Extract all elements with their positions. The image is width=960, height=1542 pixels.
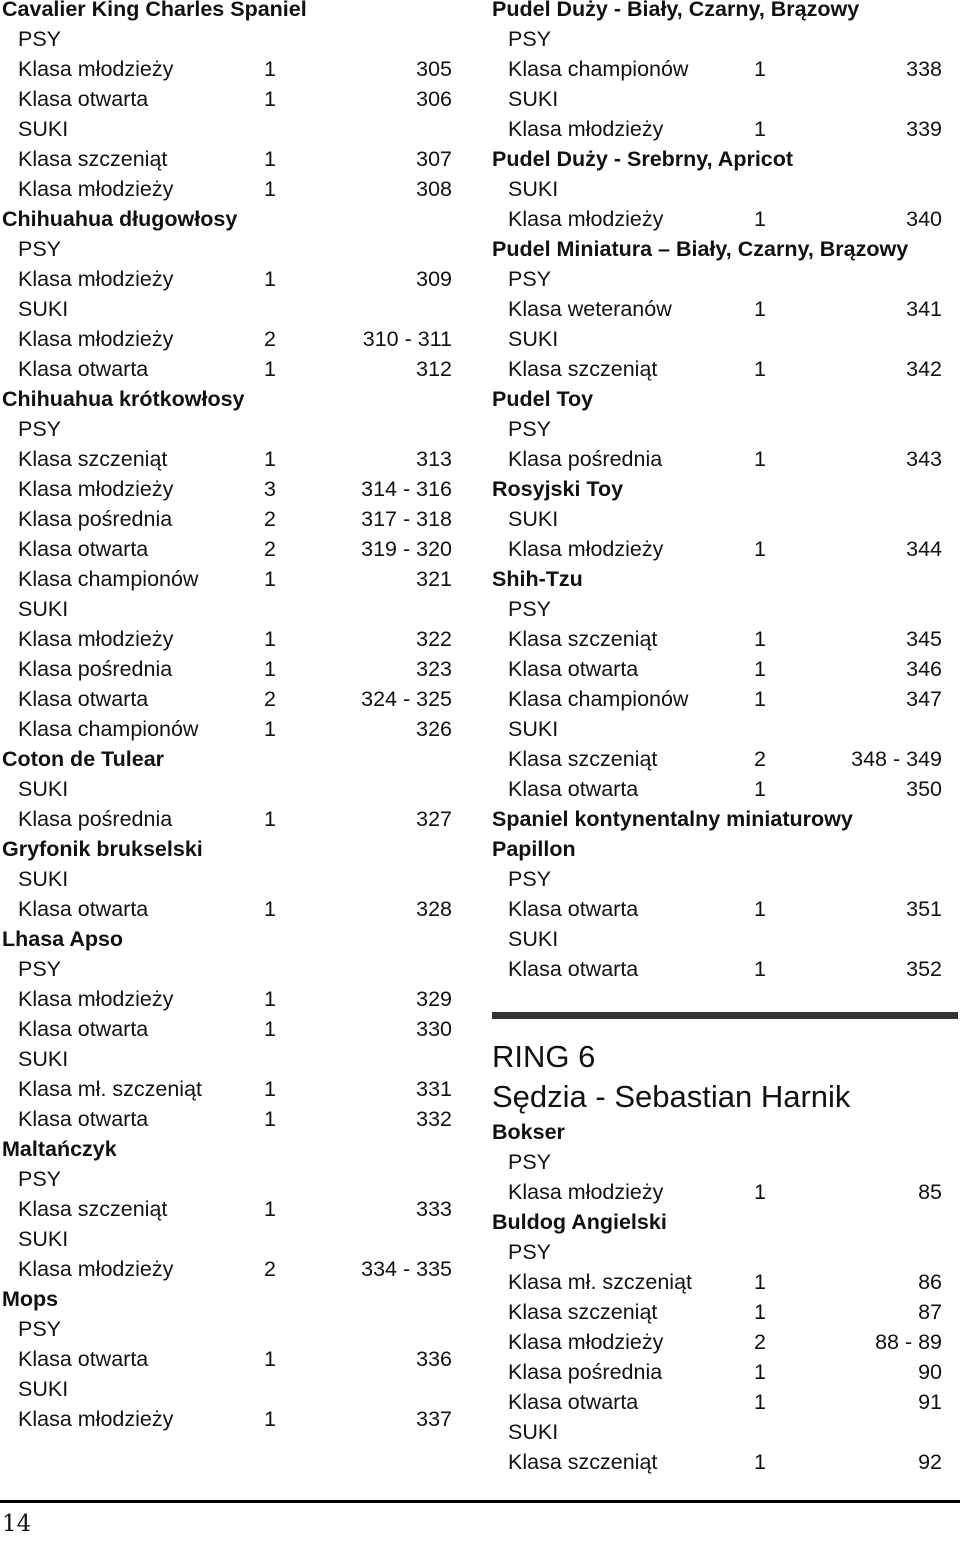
catalog-numbers: 92 [918, 1450, 942, 1474]
entry-row [2, 1404, 454, 1434]
breed-heading: Rosyjski Toy [492, 477, 624, 501]
breed-heading: Pudel Toy [492, 387, 594, 411]
entry-count: 1 [754, 897, 766, 921]
sex-heading: SUKI [508, 507, 559, 531]
entry-row [2, 1014, 454, 1044]
sex-heading: PSY [18, 417, 62, 441]
entry-row [492, 744, 944, 774]
entry-row [492, 1297, 944, 1327]
catalog-numbers: 344 [906, 537, 942, 561]
breed-heading: Chihuahua długowłosy [2, 207, 238, 231]
catalog-numbers: 347 [906, 687, 942, 711]
sex-heading: SUKI [18, 1227, 69, 1251]
entry-count: 1 [264, 177, 276, 201]
catalog-numbers: 352 [906, 957, 942, 981]
sex-heading: PSY [508, 27, 552, 51]
class-name: Klasa otwarta [508, 777, 639, 801]
class-name: Klasa szczeniąt [508, 357, 658, 381]
entry-count: 1 [754, 447, 766, 471]
sex-heading: SUKI [18, 117, 69, 141]
class-name: Klasa młodzieży [18, 267, 174, 291]
catalog-numbers: 337 [416, 1407, 452, 1431]
class-name: Klasa młodzieży [508, 117, 664, 141]
catalog-numbers: 348 - 349 [851, 747, 942, 771]
sex-heading: SUKI [508, 87, 559, 111]
catalog-numbers: 339 [906, 117, 942, 141]
entry-row [2, 894, 454, 924]
entry-row [2, 654, 454, 684]
entry-row [492, 654, 944, 684]
entry-count: 1 [264, 447, 276, 471]
entry-count: 1 [264, 87, 276, 111]
sex-heading: SUKI [18, 867, 69, 891]
entry-count: 2 [754, 747, 766, 771]
class-name: Klasa młodzieży [18, 987, 174, 1011]
entry-row [492, 894, 944, 924]
catalog-numbers: 310 - 311 [362, 327, 452, 351]
class-name: Klasa młodzieży [508, 1330, 664, 1354]
catalog-numbers: 328 [416, 897, 452, 921]
entry-row [2, 1104, 454, 1134]
catalog-numbers: 330 [416, 1017, 452, 1041]
entry-count: 1 [264, 267, 276, 291]
ring-heading: RING 6 [492, 1039, 596, 1074]
catalog-numbers: 319 - 320 [361, 537, 452, 561]
entry-row [2, 444, 454, 474]
breed-heading: Buldog Angielski [492, 1210, 667, 1234]
class-name: Klasa otwarta [18, 537, 149, 561]
entry-count: 2 [754, 1330, 766, 1354]
class-name: Klasa młodzieży [18, 177, 174, 201]
entry-count: 1 [754, 1390, 766, 1414]
entry-row [492, 684, 944, 714]
sex-heading: SUKI [508, 927, 559, 951]
catalog-numbers: 305 [416, 57, 452, 81]
sex-heading: PSY [18, 237, 62, 261]
breed-heading: Pudel Duży - Srebrny, Apricot [492, 147, 794, 171]
entry-count: 1 [264, 147, 276, 171]
entry-count: 1 [264, 1017, 276, 1041]
footer-rule [0, 1500, 960, 1503]
catalog-numbers: 85 [918, 1180, 942, 1204]
class-name: Klasa otwarta [18, 687, 149, 711]
catalog-numbers: 341 [906, 297, 942, 321]
class-name: Klasa pośrednia [508, 447, 663, 471]
class-name: Klasa otwarta [18, 1347, 149, 1371]
entry-count: 1 [264, 987, 276, 1011]
entry-count: 1 [754, 777, 766, 801]
catalog-numbers: 91 [918, 1390, 942, 1414]
entry-count: 1 [264, 627, 276, 651]
entry-count: 1 [754, 1270, 766, 1294]
catalog-numbers: 340 [906, 207, 942, 231]
breed-heading: Spaniel kontynentalny miniaturowy [492, 807, 853, 831]
sex-heading: SUKI [508, 717, 559, 741]
entry-count: 1 [754, 117, 766, 141]
class-name: Klasa otwarta [18, 87, 149, 111]
catalog-numbers: 329 [416, 987, 452, 1011]
catalog-numbers: 342 [906, 357, 942, 381]
entry-row [492, 1447, 944, 1477]
sex-heading: PSY [18, 27, 62, 51]
class-name: Klasa szczeniąt [508, 1300, 658, 1324]
breed-heading: Pudel Miniatura – Biały, Czarny, Brązowy [492, 237, 909, 261]
catalog-numbers: 351 [906, 897, 942, 921]
sex-heading: PSY [508, 597, 552, 621]
breed-heading: Shih-Tzu [492, 567, 583, 591]
catalog-numbers: 343 [906, 447, 942, 471]
entry-row [2, 504, 454, 534]
sex-heading: PSY [18, 1317, 62, 1341]
entry-count: 1 [264, 717, 276, 741]
entry-count: 1 [264, 357, 276, 381]
catalog-numbers: 306 [416, 87, 452, 111]
class-name: Klasa otwarta [18, 357, 149, 381]
entry-row [492, 534, 944, 564]
class-name: Klasa szczeniąt [508, 747, 658, 771]
class-name: Klasa pośrednia [18, 807, 173, 831]
breed-heading: Lhasa Apso [2, 927, 124, 951]
sex-heading: SUKI [18, 1047, 69, 1071]
breed-heading: Gryfonik brukselski [2, 837, 203, 861]
sex-heading: PSY [508, 867, 552, 891]
class-name: Klasa szczeniąt [18, 147, 168, 171]
class-name: Klasa otwarta [508, 957, 639, 981]
catalog-numbers: 323 [416, 657, 452, 681]
entry-row [2, 1344, 454, 1374]
entry-row [492, 1267, 944, 1297]
section-divider [492, 1012, 958, 1019]
breed-heading: Coton de Tulear [2, 747, 165, 771]
entry-row [492, 1387, 944, 1417]
entry-count: 1 [754, 207, 766, 231]
entry-count: 1 [264, 1077, 276, 1101]
page-number: 14 [2, 1511, 32, 1537]
class-name: Klasa młodzieży [18, 327, 174, 351]
entry-count: 1 [264, 1197, 276, 1221]
entry-row [492, 1177, 944, 1207]
entry-row [2, 804, 454, 834]
entry-row [2, 144, 454, 174]
entry-count: 2 [264, 687, 276, 711]
class-name: Klasa weteranów [508, 297, 672, 321]
class-name: Klasa otwarta [18, 897, 149, 921]
entry-row [2, 54, 454, 84]
catalog-numbers: 346 [906, 657, 942, 681]
right-column [492, 0, 944, 1477]
entry-row [2, 714, 454, 744]
entry-row [2, 684, 454, 714]
entry-row [492, 624, 944, 654]
sex-heading: PSY [508, 1240, 552, 1264]
catalog-numbers: 309 [416, 267, 452, 291]
breed-heading: Bokser [492, 1120, 565, 1144]
class-name: Klasa otwarta [18, 1017, 149, 1041]
class-name: Klasa młodzieży [18, 627, 174, 651]
class-name: Klasa otwarta [508, 657, 639, 681]
catalog-numbers: 321 [416, 567, 452, 591]
class-name: Klasa championów [508, 57, 689, 81]
entry-count: 3 [264, 477, 276, 501]
entry-count: 2 [264, 507, 276, 531]
entry-row [2, 354, 454, 384]
entry-count: 1 [754, 687, 766, 711]
class-name: Klasa młodzieży [18, 1407, 174, 1431]
class-name: Klasa młodzieży [508, 207, 664, 231]
entry-count: 2 [264, 1257, 276, 1281]
sex-heading: SUKI [18, 777, 69, 801]
sex-heading: SUKI [18, 597, 69, 621]
entry-count: 1 [754, 1450, 766, 1474]
entry-count: 2 [264, 537, 276, 561]
entry-count: 1 [754, 657, 766, 681]
entry-count: 1 [264, 897, 276, 921]
breed-heading: Pudel Duży - Biały, Czarny, Brązowy [492, 0, 860, 21]
entry-count: 1 [754, 957, 766, 981]
entry-row [492, 204, 944, 234]
entry-count: 1 [754, 1300, 766, 1324]
entry-count: 1 [754, 57, 766, 81]
entry-count: 1 [754, 537, 766, 561]
class-name: Klasa championów [508, 687, 689, 711]
sex-heading: PSY [18, 1167, 62, 1191]
catalog-numbers: 331 [416, 1077, 452, 1101]
catalog-numbers: 327 [416, 807, 452, 831]
entry-count: 1 [754, 1180, 766, 1204]
entry-count: 1 [754, 627, 766, 651]
entry-row [2, 1074, 454, 1104]
entry-count: 2 [264, 327, 276, 351]
sex-heading: PSY [508, 267, 552, 291]
entry-row [492, 774, 944, 804]
catalog-numbers: 332 [416, 1107, 452, 1131]
class-name: Klasa młodzieży [18, 477, 174, 501]
catalog-numbers: 308 [416, 177, 452, 201]
entry-row [492, 1327, 944, 1357]
catalog-numbers: 338 [906, 57, 942, 81]
breed-heading: Papillon [492, 837, 576, 861]
entry-row [492, 114, 944, 144]
class-name: Klasa otwarta [508, 897, 639, 921]
entry-count: 1 [264, 1347, 276, 1371]
sex-heading: SUKI [508, 177, 559, 201]
catalog-numbers: 326 [416, 717, 452, 741]
catalog-numbers: 336 [416, 1347, 452, 1371]
class-name: Klasa młodzieży [18, 1257, 174, 1281]
breed-heading: Chihuahua krótkowłosy [2, 387, 245, 411]
entry-row [492, 354, 944, 384]
entry-count: 1 [264, 657, 276, 681]
ring-heading: Sędzia - Sebastian Harnik [492, 1079, 851, 1114]
entry-row [492, 954, 944, 984]
sex-heading: SUKI [508, 1420, 559, 1444]
class-name: Klasa otwarta [18, 1107, 149, 1131]
catalog-numbers: 313 [416, 447, 452, 471]
class-name: Klasa młodzieży [508, 1180, 664, 1204]
entry-count: 1 [264, 1107, 276, 1131]
entry-count: 1 [264, 807, 276, 831]
entry-row [2, 624, 454, 654]
entry-row [492, 54, 944, 84]
sex-heading: SUKI [508, 327, 559, 351]
catalog-numbers: 314 - 316 [361, 477, 452, 501]
entry-count: 1 [264, 57, 276, 81]
sex-heading: SUKI [18, 1377, 69, 1401]
entry-row [2, 1254, 454, 1284]
class-name: Klasa szczeniąt [508, 627, 658, 651]
class-name: Klasa szczeniąt [508, 1450, 658, 1474]
breed-heading: Maltańczyk [2, 1137, 117, 1161]
class-name: Klasa młodzieży [508, 537, 664, 561]
class-name: Klasa championów [18, 717, 199, 741]
catalog-numbers: 333 [416, 1197, 452, 1221]
entry-row [2, 564, 454, 594]
left-column [2, 0, 454, 1434]
entry-count: 1 [264, 1407, 276, 1431]
class-name: Klasa szczeniąt [18, 1197, 168, 1221]
catalog-numbers: 317 - 318 [361, 507, 452, 531]
class-name: Klasa otwarta [508, 1390, 639, 1414]
catalog-numbers: 322 [416, 627, 452, 651]
class-name: Klasa championów [18, 567, 199, 591]
catalog-numbers: 307 [416, 147, 452, 171]
class-name: Klasa pośrednia [18, 507, 173, 531]
breed-heading: Cavalier King Charles Spaniel [2, 0, 307, 21]
entry-row [492, 444, 944, 474]
catalog-numbers: 87 [918, 1300, 942, 1324]
catalog-numbers: 334 - 335 [361, 1257, 452, 1281]
entry-count: 1 [264, 567, 276, 591]
class-name: Klasa mł. szczeniąt [18, 1077, 203, 1101]
catalog-numbers: 345 [906, 627, 942, 651]
entry-row [492, 294, 944, 324]
class-name: Klasa młodzieży [18, 57, 174, 81]
entry-row [2, 84, 454, 114]
entry-row [492, 1357, 944, 1387]
entry-row [2, 534, 454, 564]
class-name: Klasa mł. szczeniąt [508, 1270, 693, 1294]
sex-heading: SUKI [18, 297, 69, 321]
entry-row [2, 984, 454, 1014]
catalog-numbers: 86 [918, 1270, 942, 1294]
entry-row [2, 324, 454, 354]
breed-heading: Mops [2, 1287, 59, 1311]
entry-row [2, 1194, 454, 1224]
catalog-numbers: 312 [416, 357, 452, 381]
entry-count: 1 [754, 1360, 766, 1384]
catalog-numbers: 324 - 325 [361, 687, 452, 711]
sex-heading: PSY [508, 1150, 552, 1174]
catalog-numbers: 350 [906, 777, 942, 801]
entry-count: 1 [754, 357, 766, 381]
entry-row [2, 474, 454, 504]
entry-count: 1 [754, 297, 766, 321]
sex-heading: PSY [18, 957, 62, 981]
catalog-numbers: 90 [918, 1360, 942, 1384]
entry-row [2, 264, 454, 294]
catalog-numbers: 88 - 89 [875, 1330, 942, 1354]
class-name: Klasa szczeniąt [18, 447, 168, 471]
sex-heading: PSY [508, 417, 552, 441]
class-name: Klasa pośrednia [508, 1360, 663, 1384]
class-name: Klasa pośrednia [18, 657, 173, 681]
entry-row [2, 174, 454, 204]
